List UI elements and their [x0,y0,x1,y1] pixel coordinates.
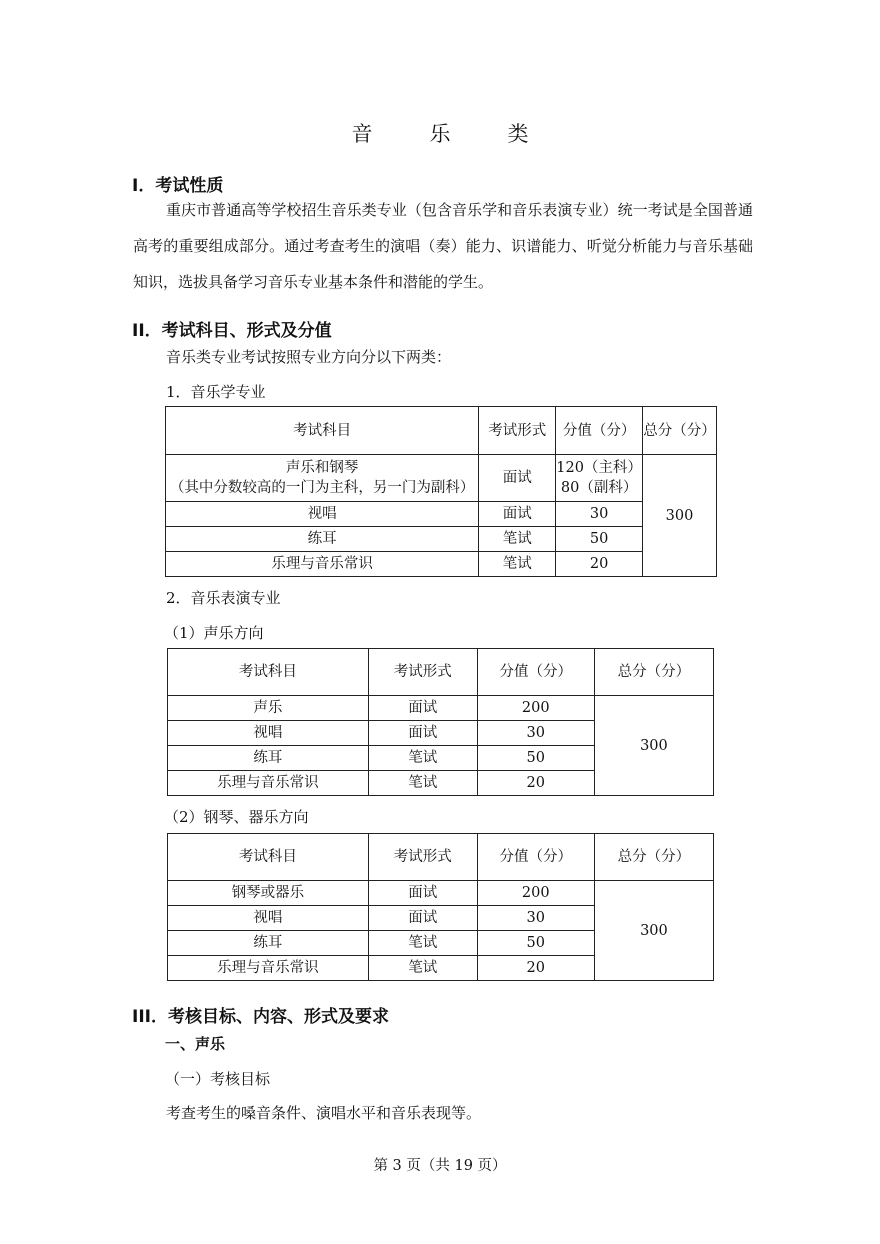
subheading-vocal: （1）声乐方向 [164,624,264,642]
cell-subject: 钢琴或器乐 [168,881,369,906]
cell-score: 30 [477,721,594,746]
cell-subject: 练耳 [168,931,369,956]
cell-subject: 视唱 [168,721,369,746]
score-major: 120（主科） [556,460,642,476]
header-form: 考试形式 [368,834,477,881]
section-heading-assessment: III．考核目标、内容、形式及要求 [132,1007,389,1027]
subheading-instrumental: （2）钢琴、器乐方向 [164,808,309,826]
cell-score: 50 [477,746,594,771]
cell-score: 30 [477,906,594,931]
cell-score: 30 [556,502,643,527]
cell-form: 面试 [368,696,477,721]
cell-form: 面试 [368,881,477,906]
table-header-row [168,834,714,881]
cell-form: 面试 [368,721,477,746]
cell-form: 笔试 [479,527,556,552]
header-total: 总分（分） [643,407,717,455]
cell-subject [166,455,479,502]
cell-form: 面试 [368,906,477,931]
table-row [166,455,717,502]
table-row [166,502,717,527]
cell-score: 20 [556,552,643,577]
cell-score: 20 [477,956,594,981]
cell-subject: 练耳 [166,527,479,552]
cell-subject: 练耳 [168,746,369,771]
page-title: 音 乐 类 [351,122,547,146]
cell-subject: 乐理与音乐常识 [166,552,479,577]
page-footer: 第 3 页（共 19 页） [373,1158,507,1174]
paragraph: 重庆市普通高等学校招生音乐类专业（包含音乐学和音乐表演专业）统一考试是全国普通高考的重要组成部分。通过考查考生的演唱（奏）能力、识谱能力、听觉分析能力与音乐基础知识，选拔具备学习音乐专业基本条件和潜能的学生。 [133,201,753,291]
table-row [166,552,717,577]
section-heading-subjects: II．考试科目、形式及分值 [132,321,332,341]
header-score: 分值（分） [556,407,643,455]
section-heading-nature: I．考试性质 [132,176,224,196]
table-row [168,881,714,906]
cell-total: 300 [594,881,713,981]
cell-score: 20 [477,771,594,796]
header-total: 总分（分） [594,834,713,881]
header-score: 分值（分） [477,649,594,696]
score-minor: 80（副科） [560,480,638,496]
header-form: 考试形式 [479,407,556,455]
cell-form: 面试 [479,455,556,502]
cell-form: 笔试 [368,956,477,981]
subject-note: （其中分数较高的一门为主科，另一门为副科） [169,480,475,496]
header-subject: 考试科目 [168,649,369,696]
table-instrumental [167,833,714,981]
header-form: 考试形式 [368,649,477,696]
cell-score [556,455,643,502]
header-score: 分值（分） [477,834,594,881]
subheading-objectives: （一）考核目标 [165,1070,271,1088]
cell-score: 50 [556,527,643,552]
table-header-row [168,649,714,696]
section-nature-body [133,192,753,300]
header-subject: 考试科目 [166,407,479,455]
header-subject: 考试科目 [168,834,369,881]
cell-score: 200 [477,881,594,906]
cell-total: 300 [643,455,717,577]
cell-subject: 视唱 [166,502,479,527]
subheading-performance: 2．音乐表演专业 [166,589,281,607]
cell-total: 300 [594,696,713,796]
table-row [166,527,717,552]
cell-subject: 乐理与音乐常识 [168,771,369,796]
cell-subject: 视唱 [168,906,369,931]
cell-form: 笔试 [368,931,477,956]
cell-score: 50 [477,931,594,956]
cell-subject: 声乐 [168,696,369,721]
cell-score: 200 [477,696,594,721]
subheading-musicology: 1．音乐学专业 [166,383,266,401]
subheading-vocal-music: 一、声乐 [165,1035,226,1053]
cell-subject: 乐理与音乐常识 [168,956,369,981]
subject-line: 声乐和钢琴 [285,460,359,476]
cell-form: 笔试 [368,771,477,796]
cell-form: 笔试 [368,746,477,771]
table-row [168,696,714,721]
cell-form: 笔试 [479,552,556,577]
objectives-body: 考查考生的嗓音条件、演唱水平和音乐表现等。 [166,1104,482,1122]
header-total: 总分（分） [594,649,713,696]
table-musicology [165,406,717,577]
cell-form: 面试 [479,502,556,527]
subjects-intro: 音乐类专业考试按照专业方向分以下两类： [166,348,452,366]
table-header-row [166,407,717,455]
table-vocal [167,648,714,796]
